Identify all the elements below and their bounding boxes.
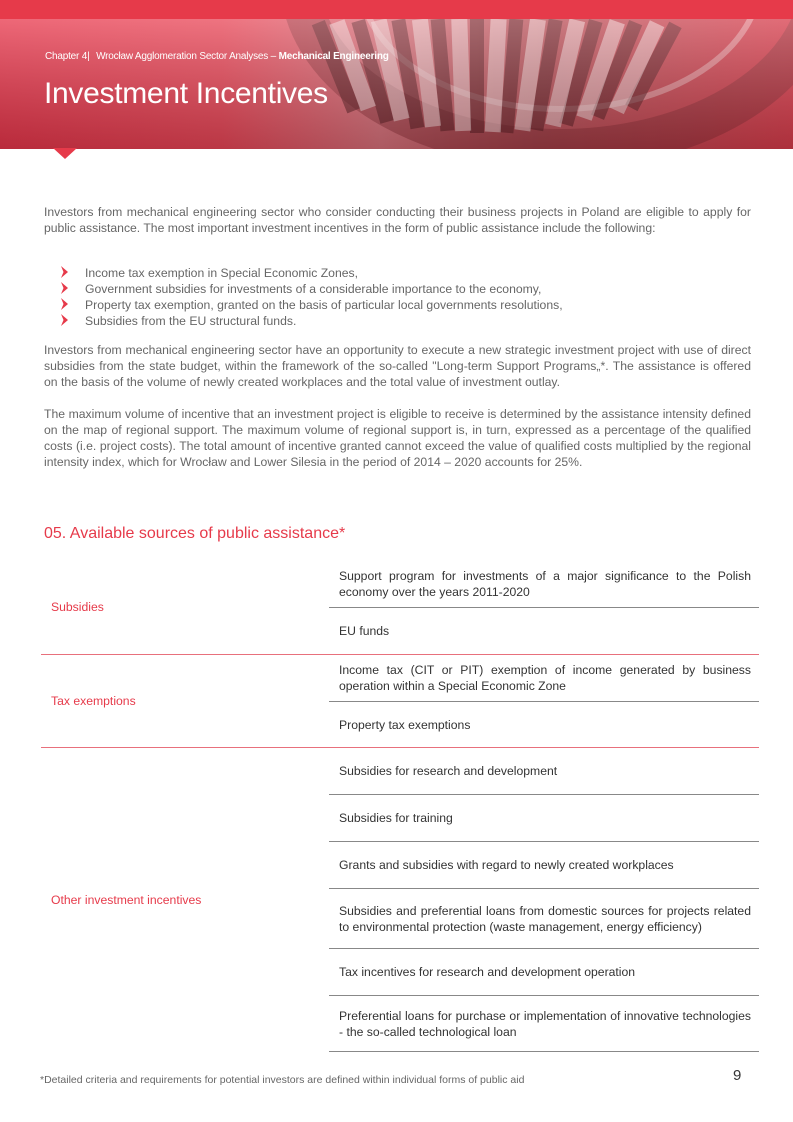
list-item (60, 313, 563, 329)
list-item (60, 297, 563, 313)
list-item-text: Income tax exemption in Special Economic Zones, (85, 266, 358, 280)
breadcrumb-current: Mechanical Engineering (278, 51, 389, 62)
breadcrumb-section: Wrocław Agglomeration Sector Analyses – (96, 51, 276, 62)
assistance-table (41, 560, 759, 1052)
table-cell: Subsidies and preferential loans from domestic sources for projects related to environmental protection (waste management, energy efficiency) (329, 889, 759, 949)
table-cell: Tax incentives for research and development operation (329, 949, 759, 996)
page-number: 9 (733, 1067, 742, 1084)
incentives-list (60, 265, 563, 329)
top-accent-bar (0, 0, 793, 19)
table-cell: Grants and subsidies with regard to newly created workplaces (329, 842, 759, 889)
chevron-right-icon (60, 282, 69, 294)
group-name: Other investment incentives (51, 893, 202, 907)
table-cell: Property tax exemptions (339, 717, 471, 732)
intro-paragraph-1: Investors from mechanical engineering sector who consider conducting their business projects in Poland are eligible to apply for public assistance. The most important investment incentives in the form of public assistance include the following: (44, 205, 751, 235)
list-item-text: Subsidies from the EU structural funds. (85, 314, 297, 328)
header-banner (0, 19, 793, 149)
table-cell: Income tax (CIT or PIT) exemption of income generated by business operation within a Special Economic Zone (329, 655, 759, 702)
table-cell: Subsidies for research and development (329, 748, 759, 795)
chevron-right-icon (60, 314, 69, 326)
list-item-text: Property tax exemption, granted on the basis of particular local governments resolutions, (85, 298, 563, 312)
section-title: 05. Available sources of public assistance* (44, 525, 346, 542)
intro-paragraph-3: The maximum volume of incentive that an investment project is eligible to receive is determined by the assistance intensity defined on the map of regional support. The maximum volume of regional support is, in turn, expressed as a percentage of the qualified costs (i.e. project costs). The total amount of incentive granted cannot exceed the value of qualified costs multiplied by the regional intensity index, which for Wrocław and Lower Silesia in the period of 2014 – 2020 accounts for 25%. (44, 407, 751, 469)
table-cell: Subsidies for training (329, 795, 759, 842)
table-group-subsidies (41, 560, 759, 655)
group-name: Subsidies (51, 600, 104, 614)
table-group-other-incentives (41, 748, 759, 1052)
chevron-right-icon (60, 266, 69, 278)
breadcrumb (45, 51, 389, 62)
group-name: Tax exemptions (51, 694, 136, 708)
list-item (60, 281, 563, 297)
list-item (60, 265, 563, 281)
footnote: *Detailed criteria and requirements for potential investors are defined within individual forms of public aid (40, 1074, 525, 1086)
intro-paragraph-2: Investors from mechanical engineering sector have an opportunity to execute a new strategic investment project with use of direct subsidies from the state budget, within the framework of the so-called "Long-term Support Programs„*. The assistance is offered on the basis of the volume of newly created workplaces and the total value of investment outlay. (44, 343, 751, 389)
header-notch (53, 148, 77, 159)
chevron-right-icon (60, 298, 69, 310)
table-cell: Support program for investments of a major significance to the Polish economy over the years 2011-2020 (329, 560, 759, 608)
table-cell: Preferential loans for purchase or implementation of innovative technologies - the so-called technological loan (329, 996, 759, 1052)
page-title: Investment Incentives (44, 77, 328, 110)
chapter-label: Chapter 4| (45, 51, 90, 62)
list-item-text: Government subsidies for investments of a considerable importance to the economy, (85, 282, 542, 296)
table-group-tax-exemptions (41, 655, 759, 748)
table-cell: EU funds (339, 624, 390, 638)
